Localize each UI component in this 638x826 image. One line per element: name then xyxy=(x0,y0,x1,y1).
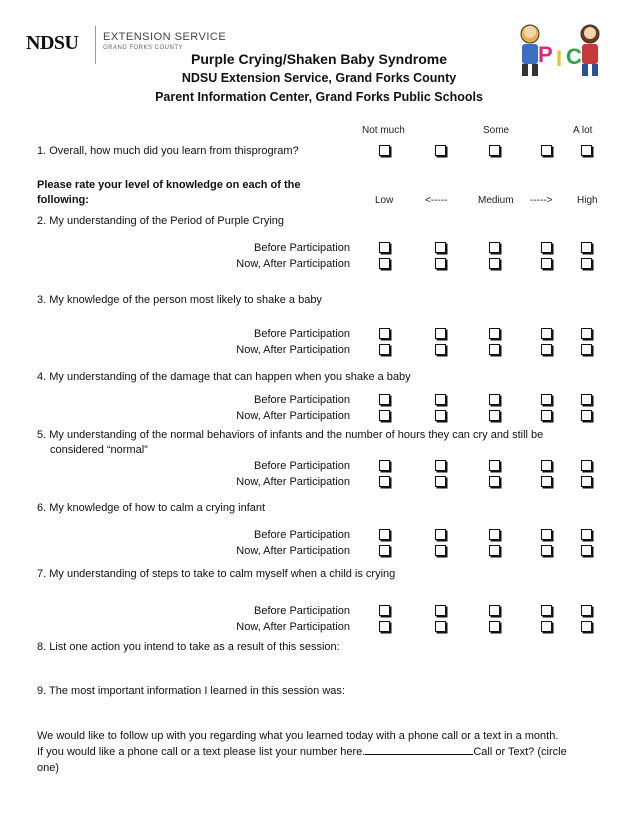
scale-a-lot: A lot xyxy=(573,125,593,136)
q5-before-checkbox-1[interactable] xyxy=(379,460,390,471)
svg-text:P: P xyxy=(538,42,553,67)
q3-before-checkbox-5[interactable] xyxy=(581,328,592,339)
question-2: 2. My understanding of the Period of Purple Crying xyxy=(37,215,285,227)
scale-high: High xyxy=(577,195,598,206)
scale-arrow-right: -----> xyxy=(530,195,553,206)
rating-intro-line1: Please rate your level of knowledge on each of the xyxy=(37,179,301,191)
form-subtitle-extension: NDSU Extension Service, Grand Forks County xyxy=(181,71,457,85)
q7-after-label: Now, After Participation xyxy=(236,621,350,633)
extension-logo-line2: GRAND FORKS COUNTY xyxy=(103,45,184,51)
q4-before-label: Before Participation xyxy=(254,394,350,406)
q1-checkbox-2[interactable] xyxy=(435,145,446,156)
q4-after-checkbox-4[interactable] xyxy=(541,410,552,421)
q2-after-checkbox-2[interactable] xyxy=(435,258,446,269)
q2-after-label: Now, After Participation xyxy=(236,258,350,270)
svg-text:I: I xyxy=(556,46,563,71)
q6-before-checkbox-5[interactable] xyxy=(581,529,592,540)
q6-before-label: Before Participation xyxy=(254,529,350,541)
question-6: 6. My knowledge of how to calm a crying infant xyxy=(37,502,266,514)
q1-checkbox-4[interactable] xyxy=(541,145,552,156)
q7-after-checkbox-4[interactable] xyxy=(541,621,552,632)
form-title: Purple Crying/Shaken Baby Syndrome xyxy=(191,51,447,67)
follow-up-line1: We would like to follow up with you regarding what you learned today with a phone call or a text in a month. xyxy=(37,730,559,742)
q2-after-checkbox-1[interactable] xyxy=(379,258,390,269)
form-titles xyxy=(0,50,638,107)
q4-after-checkbox-2[interactable] xyxy=(435,410,446,421)
phone-number-blank[interactable] xyxy=(365,744,473,755)
q2-after-checkbox-3[interactable] xyxy=(489,258,500,269)
q6-after-checkbox-3[interactable] xyxy=(489,545,500,556)
q3-after-checkbox-2[interactable] xyxy=(435,344,446,355)
q7-before-checkbox-3[interactable] xyxy=(489,605,500,616)
q5-after-label: Now, After Participation xyxy=(236,476,350,488)
q2-before-checkbox-2[interactable] xyxy=(435,242,446,253)
question-4: 4. My understanding of the damage that can happen when you shake a baby xyxy=(37,371,411,383)
q7-before-label: Before Participation xyxy=(254,605,350,617)
scale-not-much: Not much xyxy=(362,125,405,136)
q2-before-label: Before Participation xyxy=(254,242,350,254)
q6-after-checkbox-2[interactable] xyxy=(435,545,446,556)
q2-before-checkbox-3[interactable] xyxy=(489,242,500,253)
follow-up-line3: one) xyxy=(37,762,60,774)
q4-before-checkbox-1[interactable] xyxy=(379,394,390,405)
q6-after-checkbox-4[interactable] xyxy=(541,545,552,556)
q5-after-checkbox-5[interactable] xyxy=(581,476,592,487)
extension-logo-line1: EXTENSION SERVICE xyxy=(103,31,227,43)
q4-after-checkbox-1[interactable] xyxy=(379,410,390,421)
rating-intro-line2: following: xyxy=(37,194,89,206)
q6-before-checkbox-1[interactable] xyxy=(379,529,390,540)
q6-before-checkbox-2[interactable] xyxy=(435,529,446,540)
q5-before-checkbox-2[interactable] xyxy=(435,460,446,471)
q7-before-checkbox-2[interactable] xyxy=(435,605,446,616)
q7-after-checkbox-2[interactable] xyxy=(435,621,446,632)
q5-after-checkbox-3[interactable] xyxy=(489,476,500,487)
question-5-line1: 5. My understanding of the normal behaviors of infants and the number of hours they can cry and still be xyxy=(37,429,544,441)
q7-after-checkbox-5[interactable] xyxy=(581,621,592,632)
q6-after-label: Now, After Participation xyxy=(236,545,350,557)
question-9: 9. The most important information I learned in this session was: xyxy=(37,685,345,697)
q4-after-label: Now, After Participation xyxy=(236,410,350,422)
follow-up-note xyxy=(37,728,607,776)
q5-after-checkbox-2[interactable] xyxy=(435,476,446,487)
question-5 xyxy=(37,428,602,458)
q7-before-checkbox-4[interactable] xyxy=(541,605,552,616)
q4-before-checkbox-4[interactable] xyxy=(541,394,552,405)
scale-low: Low xyxy=(375,195,394,206)
q3-before-checkbox-1[interactable] xyxy=(379,328,390,339)
scale-arrow-left: <----- xyxy=(425,195,448,206)
q7-after-checkbox-3[interactable] xyxy=(489,621,500,632)
svg-text:C: C xyxy=(566,44,582,69)
q3-after-checkbox-5[interactable] xyxy=(581,344,592,355)
scale-medium: Medium xyxy=(478,195,514,206)
follow-up-line2-text: If you would like a phone call or a text please list your number here. xyxy=(37,746,366,758)
q5-before-label: Before Participation xyxy=(254,460,350,472)
q3-after-label: Now, After Participation xyxy=(236,344,350,356)
q2-after-checkbox-4[interactable] xyxy=(541,258,552,269)
q2-before-checkbox-5[interactable] xyxy=(581,242,592,253)
q3-after-checkbox-3[interactable] xyxy=(489,344,500,355)
question-7: 7. My understanding of steps to take to calm myself when a child is crying xyxy=(37,568,396,580)
q7-before-checkbox-5[interactable] xyxy=(581,605,592,616)
q2-before-checkbox-1[interactable] xyxy=(379,242,390,253)
question-5-line2: considered “normal” xyxy=(50,444,148,456)
question-3: 3. My knowledge of the person most likely to shake a baby xyxy=(37,294,322,306)
q3-before-checkbox-4[interactable] xyxy=(541,328,552,339)
call-or-text-prompt: Call or Text? (circle xyxy=(473,746,567,758)
q3-after-checkbox-4[interactable] xyxy=(541,344,552,355)
q3-before-checkbox-2[interactable] xyxy=(435,328,446,339)
q6-after-checkbox-1[interactable] xyxy=(379,545,390,556)
scale-some: Some xyxy=(483,125,510,136)
extension-service-logo xyxy=(103,32,226,51)
q1-checkbox-5[interactable] xyxy=(581,145,592,156)
q4-after-checkbox-3[interactable] xyxy=(489,410,500,421)
q3-before-checkbox-3[interactable] xyxy=(489,328,500,339)
form-subtitle-parent-center: Parent Information Center, Grand Forks Public Schools xyxy=(155,90,483,104)
q5-before-checkbox-4[interactable] xyxy=(541,460,552,471)
q5-before-checkbox-3[interactable] xyxy=(489,460,500,471)
q4-before-checkbox-5[interactable] xyxy=(581,394,592,405)
q1-checkbox-3[interactable] xyxy=(489,145,500,156)
q5-after-checkbox-4[interactable] xyxy=(541,476,552,487)
follow-up-line2 xyxy=(37,744,607,760)
q5-before-checkbox-5[interactable] xyxy=(581,460,592,471)
ndsu-logo: NDSU xyxy=(26,32,79,54)
q3-after-checkbox-1[interactable] xyxy=(379,344,390,355)
q6-before-checkbox-3[interactable] xyxy=(489,529,500,540)
q5-after-checkbox-1[interactable] xyxy=(379,476,390,487)
q7-before-checkbox-1[interactable] xyxy=(379,605,390,616)
q2-before-checkbox-4[interactable] xyxy=(541,242,552,253)
q4-before-checkbox-2[interactable] xyxy=(435,394,446,405)
question-1: 1. Overall, how much did you learn from thisprogram? xyxy=(37,145,299,157)
q3-before-label: Before Participation xyxy=(254,328,350,340)
q7-after-checkbox-1[interactable] xyxy=(379,621,390,632)
q2-after-checkbox-5[interactable] xyxy=(581,258,592,269)
q6-after-checkbox-5[interactable] xyxy=(581,545,592,556)
q4-after-checkbox-5[interactable] xyxy=(581,410,592,421)
q1-checkbox-1[interactable] xyxy=(379,145,390,156)
q4-before-checkbox-3[interactable] xyxy=(489,394,500,405)
q6-before-checkbox-4[interactable] xyxy=(541,529,552,540)
question-8: 8. List one action you intend to take as a result of this session: xyxy=(37,641,340,653)
